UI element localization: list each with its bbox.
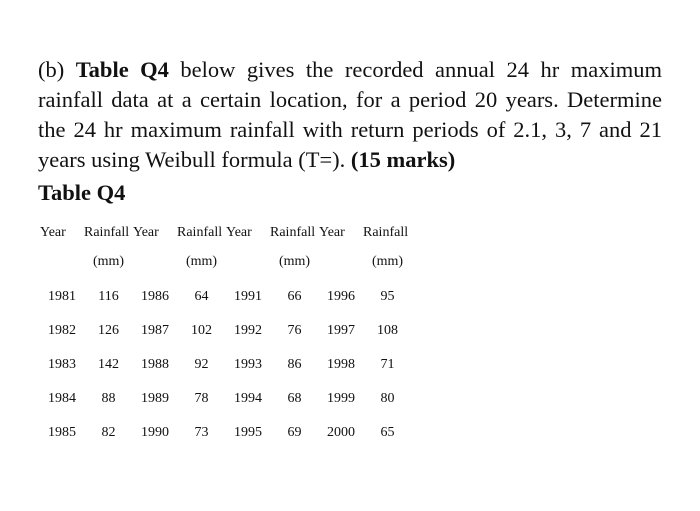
- cell-year: 1989: [141, 391, 169, 406]
- cell-rainfall: 102: [191, 323, 212, 338]
- cell-rainfall: 66: [287, 289, 302, 304]
- cell-rainfall: 64: [194, 289, 209, 304]
- cell-year: 2000: [327, 425, 355, 440]
- table-row: [40, 348, 412, 382]
- rainfall-table: [40, 222, 412, 450]
- question-text: [38, 55, 662, 175]
- cell-rainfall: 78: [194, 391, 209, 406]
- cell-rainfall: 126: [98, 323, 119, 338]
- header-year: Year: [40, 225, 66, 240]
- cell-rainfall: 76: [287, 323, 302, 338]
- table-row: [40, 382, 412, 416]
- cell-rainfall: 142: [98, 357, 119, 372]
- cell-rainfall: 69: [287, 425, 302, 440]
- cell-year: 1986: [141, 289, 169, 304]
- table-unit-row: [40, 244, 412, 280]
- question-body: below gives the recorded annual 24 hr maximum rainfall data at a certain location, for a period 20 years. Determine the 24 hr maximum rainfall with return periods of 2.1, 3, 7 and 21 years using Weibull formula (T=).: [38, 57, 662, 172]
- cell-year: 1991: [234, 289, 262, 304]
- cell-rainfall: 80: [380, 391, 395, 406]
- cell-rainfall: 95: [380, 289, 395, 304]
- unit-label: (mm): [278, 254, 311, 269]
- cell-year: 1996: [327, 289, 355, 304]
- cell-rainfall: 108: [377, 323, 398, 338]
- cell-year: 1983: [48, 357, 76, 372]
- cell-year: 1993: [234, 357, 262, 372]
- cell-year: 1988: [141, 357, 169, 372]
- cell-year: 1990: [141, 425, 169, 440]
- cell-year: 1984: [48, 391, 76, 406]
- header-year: Year: [133, 225, 159, 240]
- cell-year: 1999: [327, 391, 355, 406]
- cell-year: 1992: [234, 323, 262, 338]
- cell-year: 1987: [141, 323, 169, 338]
- header-rainfall: Rainfall: [270, 225, 316, 240]
- question-marks: (15 marks): [350, 147, 456, 172]
- cell-year: 1997: [327, 323, 355, 338]
- question-table-ref: Table Q4: [75, 57, 169, 82]
- unit-label: (mm): [92, 254, 125, 269]
- table-row: [40, 314, 412, 348]
- cell-year: 1995: [234, 425, 262, 440]
- cell-year: 1982: [48, 323, 76, 338]
- table-title: Table Q4: [38, 180, 126, 205]
- header-rainfall: Rainfall: [363, 225, 409, 240]
- cell-rainfall: 73: [194, 425, 209, 440]
- header-rainfall: Rainfall: [84, 225, 130, 240]
- cell-rainfall: 68: [287, 391, 302, 406]
- cell-rainfall: 88: [101, 391, 116, 406]
- cell-year: 1994: [234, 391, 262, 406]
- question-prefix: (b): [38, 57, 76, 82]
- cell-rainfall: 86: [287, 357, 302, 372]
- unit-label: (mm): [371, 254, 404, 269]
- table-row: [40, 280, 412, 314]
- header-rainfall: Rainfall: [177, 225, 223, 240]
- table-header-row: [40, 222, 412, 244]
- table-row: [40, 416, 412, 450]
- unit-label: (mm): [185, 254, 218, 269]
- cell-rainfall: 71: [380, 357, 395, 372]
- cell-year: 1985: [48, 425, 76, 440]
- cell-rainfall: 116: [98, 289, 119, 304]
- header-year: Year: [319, 225, 345, 240]
- cell-year: 1998: [327, 357, 355, 372]
- cell-rainfall: 82: [101, 425, 116, 440]
- cell-rainfall: 65: [380, 425, 395, 440]
- header-year: Year: [226, 225, 252, 240]
- cell-year: 1981: [48, 289, 76, 304]
- cell-rainfall: 92: [194, 357, 209, 372]
